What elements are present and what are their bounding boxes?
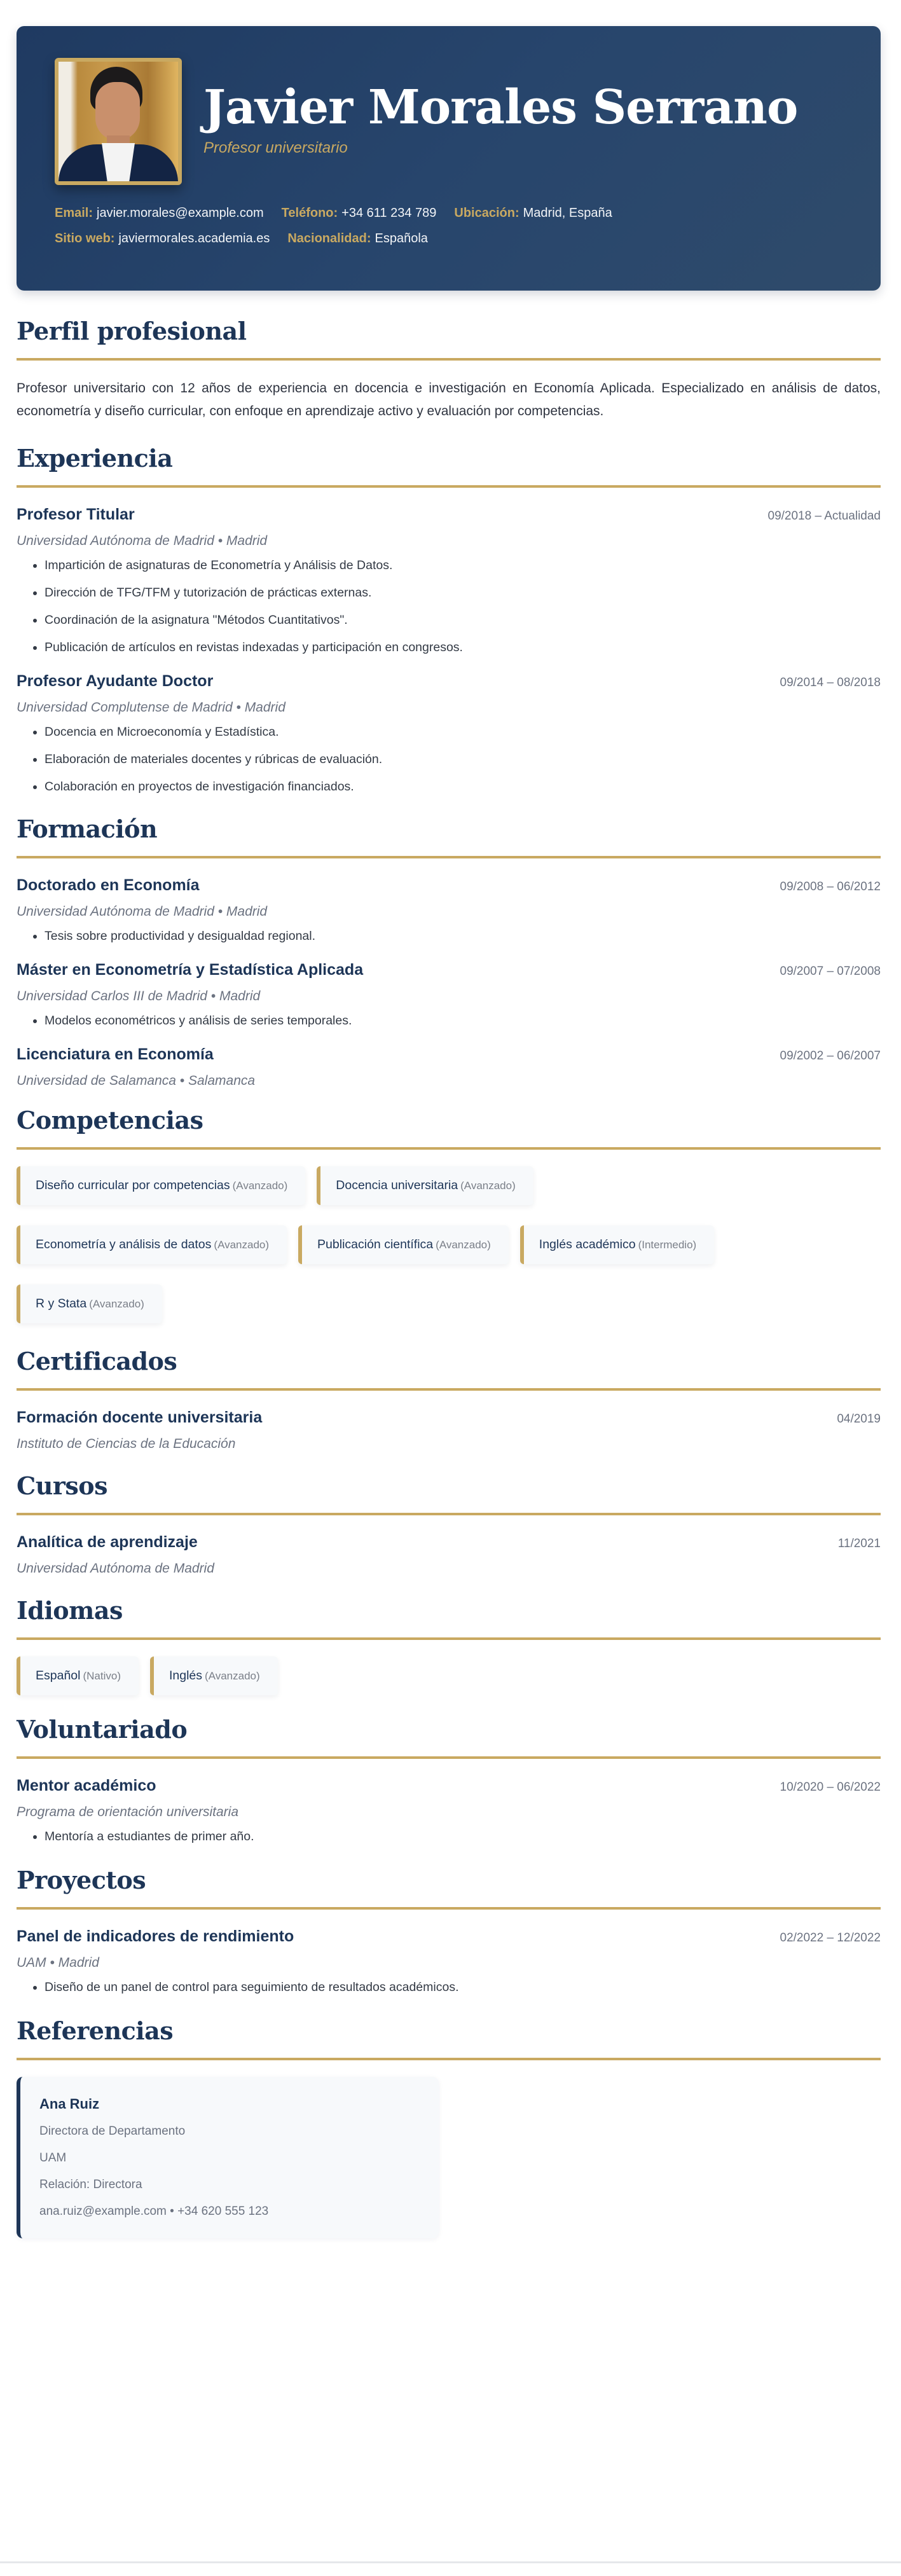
entry-organization: Universidad Autónoma de Madrid • Madrid	[17, 534, 268, 548]
section-divider	[17, 1756, 881, 1759]
skill-chip: Econometría y análisis de datos (Avanzado)	[17, 1225, 287, 1264]
entry-date: 11/2021	[837, 1537, 881, 1550]
skill-chip: Diseño curricular por competencias (Avanzado)	[17, 1166, 305, 1205]
entry-organization: Universidad de Salamanca • Salamanca	[17, 1073, 256, 1088]
contact-website: Sitio web: javiermorales.academia.es	[55, 231, 270, 245]
section-volunteering	[17, 1714, 881, 1846]
contact-phone: Teléfono: +34 611 234 789	[281, 206, 437, 220]
bullet-item: • Elaboración de materiales docentes y rúbricas de evaluación.	[45, 750, 881, 769]
language-chip: Inglés (Avanzado)	[150, 1656, 278, 1695]
entry-date: 09/2014 – 08/2018	[780, 676, 881, 689]
entry-date: 10/2020 – 06/2022	[780, 1780, 881, 1794]
entry-organization: Programa de orientación universitaria	[17, 1805, 239, 1819]
section-heading: Perfil profesional	[17, 317, 247, 345]
entry-date: 09/2002 – 06/2007	[780, 1049, 881, 1063]
section-heading: Referencias	[17, 2016, 174, 2045]
section-certificates	[17, 1346, 881, 1453]
entry-organization: Universidad Complutense de Madrid • Madrid	[17, 700, 285, 715]
phone-link[interactable]: +34 611 234 789	[341, 206, 437, 220]
section-references	[17, 2016, 881, 2238]
entry-title: Licenciatura en Economía	[17, 1045, 214, 1063]
entry-title: Máster en Econometría y Estadística Aplicada	[17, 961, 364, 979]
section-divider	[17, 358, 881, 361]
reference-card	[17, 2077, 439, 2238]
contact-email: Email: javier.morales@example.com	[55, 206, 264, 220]
section-divider	[17, 856, 881, 858]
profile-photo	[55, 58, 182, 185]
skill-chip: Docencia universitaria (Avanzado)	[317, 1166, 533, 1205]
profile-summary: Profesor universitario con 12 años de experiencia en docencia e investigación en Economía Aplicada. Especializado en análisis de datos, econometría y diseño curricular, con enfoque en aprendizaje activo y evaluación por competencias.	[17, 381, 881, 418]
entry-bullets	[17, 1978, 881, 1997]
bullet-item: • Publicación de artículos en revistas indexadas y participación en congresos.	[45, 638, 881, 657]
skill-chips	[17, 1166, 881, 1323]
education-entry	[17, 1044, 881, 1090]
section-divider	[17, 1147, 881, 1150]
experience-entry	[17, 671, 881, 796]
email-link[interactable]: javier.morales@example.com	[97, 206, 264, 220]
entry-organization: Universidad Autónoma de Madrid • Madrid	[17, 904, 268, 919]
entry-bullets	[17, 1828, 881, 1846]
skill-chip: Publicación científica (Avanzado)	[298, 1225, 509, 1264]
entry-date: 09/2018 – Actualidad	[767, 509, 881, 523]
section-heading: Experiencia	[17, 444, 173, 472]
entry-title: Panel de indicadores de rendimiento	[17, 1927, 294, 1945]
bullet-item: • Diseño de un panel de control para seguimiento de resultados académicos.	[45, 1978, 881, 1997]
bullet-item: • Tesis sobre productividad y desigualdad regional.	[45, 927, 881, 946]
certificate-entry	[17, 1407, 881, 1453]
contact-info	[55, 205, 843, 246]
course-entry	[17, 1532, 881, 1578]
website-link[interactable]: javiermorales.academia.es	[118, 231, 270, 245]
candidate-title: Profesor universitario	[203, 139, 348, 156]
contact-nationality: Nacionalidad: Española	[287, 231, 428, 245]
section-divider	[17, 2058, 881, 2060]
bullet-item: • Mentoría a estudiantes de primer año.	[45, 1828, 881, 1846]
bullet-item: • Dirección de TFG/TFM y tutorización de prácticas externas.	[45, 584, 881, 602]
section-experience	[17, 443, 881, 796]
entry-bullets	[17, 556, 881, 657]
section-heading: Cursos	[17, 1471, 108, 1500]
bullet-item: • Impartición de asignaturas de Econometría y Análisis de Datos.	[45, 556, 881, 575]
bullet-item: • Coordinación de la asignatura "Métodos Cuantitativos".	[45, 611, 881, 630]
language-chips	[17, 1656, 881, 1695]
entry-date: 04/2019	[837, 1412, 881, 1426]
volunteering-entry	[17, 1775, 881, 1846]
entry-organization: UAM • Madrid	[17, 1955, 99, 1970]
section-heading: Competencias	[17, 1106, 203, 1134]
section-heading: Voluntariado	[17, 1715, 188, 1744]
reference-organization: UAM	[39, 2151, 67, 2165]
section-divider	[17, 1907, 881, 1910]
resume-header	[17, 26, 881, 291]
section-profile	[17, 316, 881, 423]
section-divider	[17, 1513, 881, 1515]
entry-title: Formación docente universitaria	[17, 1409, 263, 1426]
entry-date: 09/2007 – 07/2008	[780, 965, 881, 978]
entry-organization: Universidad Carlos III de Madrid • Madrid	[17, 989, 261, 1003]
entry-title: Mentor académico	[17, 1777, 156, 1794]
reference-name: Ana Ruiz	[39, 2096, 100, 2112]
reference-relation: Relación: Directora	[39, 2178, 142, 2191]
section-divider	[17, 485, 881, 488]
reference-role: Directora de Departamento	[39, 2125, 186, 2138]
bullet-item: • Colaboración en proyectos de investigación financiados.	[45, 778, 881, 796]
section-divider	[17, 1637, 881, 1640]
section-languages	[17, 1595, 881, 1695]
entry-organization: Universidad Autónoma de Madrid	[17, 1561, 214, 1576]
entry-date: 02/2022 – 12/2022	[780, 1931, 881, 1945]
section-heading: Certificados	[17, 1347, 177, 1375]
entry-title: Profesor Ayudante Doctor	[17, 672, 214, 690]
section-divider	[17, 1388, 881, 1391]
bullet-item: • Modelos econométricos y análisis de series temporales.	[45, 1012, 881, 1030]
entry-organization: Instituto de Ciencias de la Educación	[17, 1436, 236, 1451]
section-heading: Idiomas	[17, 1596, 123, 1625]
candidate-name: Javier Morales Serrano	[203, 80, 798, 135]
entry-date: 09/2008 – 06/2012	[780, 880, 881, 893]
entry-bullets	[17, 1012, 881, 1030]
entry-bullets	[17, 723, 881, 796]
education-entry	[17, 875, 881, 946]
entry-title: Analítica de aprendizaje	[17, 1533, 198, 1551]
entry-title: Profesor Titular	[17, 506, 135, 523]
section-projects	[17, 1865, 881, 1997]
project-entry	[17, 1926, 881, 1997]
section-education	[17, 814, 881, 1090]
section-heading: Formación	[17, 815, 158, 843]
section-skills	[17, 1105, 881, 1323]
section-courses	[17, 1471, 881, 1578]
language-chip: Español (Nativo)	[17, 1656, 139, 1695]
section-heading: Proyectos	[17, 1866, 146, 1894]
skill-chip: Inglés académico (Intermedio)	[520, 1225, 714, 1264]
bullet-item: • Docencia en Microeconomía y Estadística.	[45, 723, 881, 741]
experience-entry	[17, 504, 881, 657]
reference-contact[interactable]: ana.ruiz@example.com • +34 620 555 123	[39, 2205, 269, 2218]
page-bottom-divider	[0, 2561, 901, 2563]
education-entry	[17, 960, 881, 1030]
contact-location: Ubicación: Madrid, España	[454, 206, 612, 220]
entry-bullets	[17, 927, 881, 946]
entry-title: Doctorado en Economía	[17, 876, 200, 894]
skill-chip: R y Stata (Avanzado)	[17, 1285, 162, 1323]
